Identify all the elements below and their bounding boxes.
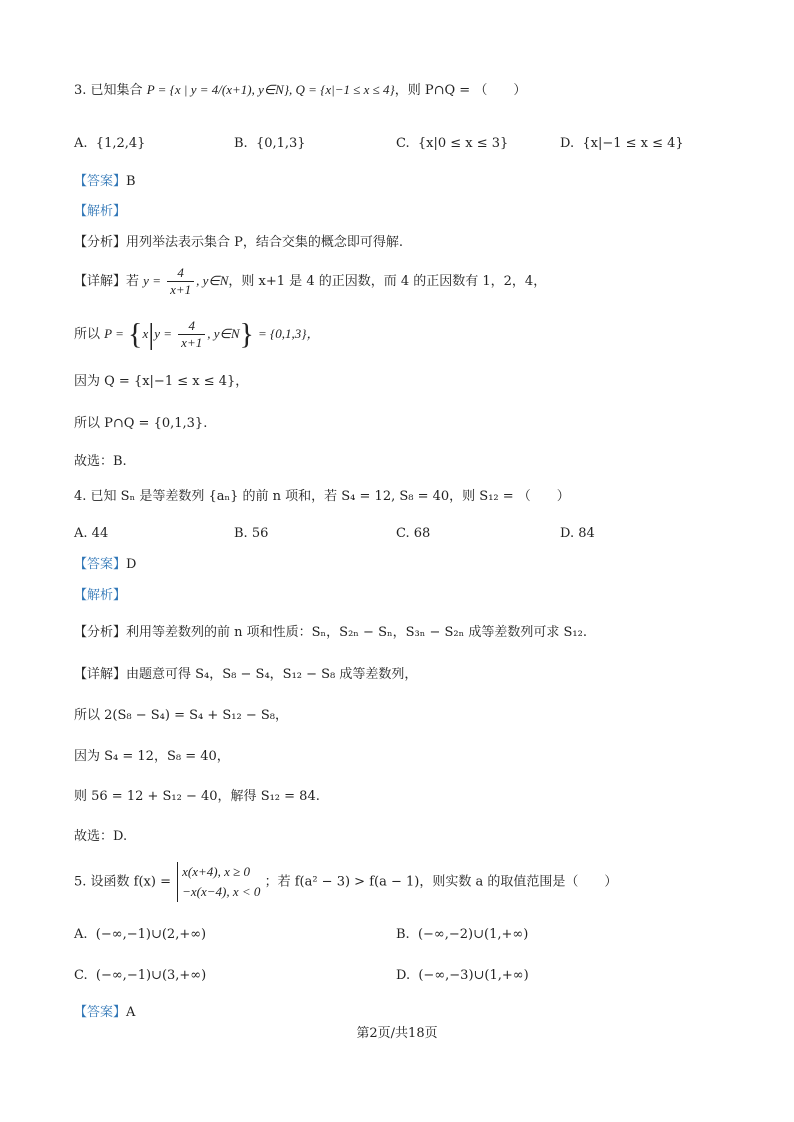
q5-option-a[interactable]: A. (−∞,−1)∪(2,+∞) (74, 927, 207, 942)
q5-option-c[interactable]: C. (−∞,−1)∪(3,+∞) (74, 968, 207, 983)
q3-option-d[interactable]: D. {x|−1 ≤ x ≤ 4} (560, 136, 684, 151)
q3-xiangjie: 【详解】若 y = $\frac{4}{x+1}$ , y∈N，则 x+1 是 4 的正因数，而 4 的正因数有 1，2，4， (74, 265, 547, 297)
q4-line2: 因为 S₄ = 12，S₈ = 40， (74, 749, 230, 764)
q4-option-c[interactable]: C. 68 (396, 526, 431, 541)
q4-stem: 4. 已知 Sₙ 是等差数列 {aₙ} 的前 n 项和，若 S₄ = 12, S₈ = 40，则 S₁₂ = （ ） (74, 489, 570, 504)
q3-choose: 故选：B. (74, 454, 127, 469)
q3-line-p: 所以 P = {x|y = $\frac{4}{x+1}$ , y∈N} = {0,1,3}， (74, 317, 320, 351)
q3-stem-prefix: 3. 已知集合 (74, 83, 143, 98)
q3-fenxi: 【分析】用列举法表示集合 P，结合交集的概念即可得解. (74, 235, 404, 250)
q5-option-b[interactable]: B. (−∞,−2)∪(1,+∞) (396, 927, 529, 942)
q3-line-q: 因为 Q = {x|−1 ≤ x ≤ 4}， (74, 374, 249, 389)
q4-line1: 所以 2(S₈ − S₄) = S₄ + S₁₂ − S₈， (74, 708, 288, 723)
q4-xiangjie: 【详解】由题意可得 S₄，S₈ − S₄，S₁₂ − S₈ 成等差数列， (74, 667, 418, 682)
q4-analysis-label: 【解析】 (74, 588, 127, 603)
q3-answer: 【答案】B (74, 174, 136, 189)
q3-set-q: , Q = {x|−1 ≤ x ≤ 4} (289, 82, 395, 97)
q4-line3: 则 56 = 12 + S₁₂ − 40，解得 S₁₂ = 84. (74, 789, 320, 804)
q4-answer: 【答案】D (74, 557, 137, 572)
q3-set-p: P = {x | y = 4/(x+1), y∈N} (146, 82, 290, 97)
q5-stem: 5. 设函数 f(x) = x(x+4), x ≥ 0 −x(x−4), x < 0 ；若 f(a² − 3) > f(a − 1)，则实数 a 的取值范围是（ ） (74, 862, 617, 902)
q5-option-d[interactable]: D. (−∞,−3)∪(1,+∞) (396, 968, 529, 983)
q4-option-a[interactable]: A. 44 (74, 526, 109, 541)
q3-stem (74, 80, 526, 101)
q4-option-d[interactable]: D. 84 (560, 526, 595, 541)
q3-option-a[interactable]: A. {1,2,4} (74, 136, 146, 151)
q4-choose: 故选：D. (74, 829, 128, 844)
q3-line-pq: 所以 P∩Q = {0,1,3}. (74, 416, 208, 431)
q3-stem-suffix: ，则 P∩Q = （ ） (394, 83, 527, 98)
fraction-4-over-x-plus-1: $\frac{4}{x+1}$ (167, 265, 194, 298)
page-footer: 第2页/共18页 (356, 1026, 438, 1041)
q3-analysis-label: 【解析】 (74, 204, 127, 219)
fraction-4-over-x-plus-1-b: $\frac{4}{x+1}$ (178, 318, 205, 351)
piecewise-cases: x(x+4), x ≥ 0 −x(x−4), x < 0 (177, 862, 260, 902)
q4-fenxi: 【分析】利用等差数列的前 n 项和性质：Sₙ，S₂ₙ − Sₙ，S₃ₙ − S₂ₙ 成等差数列可求 S₁₂. (74, 625, 587, 640)
q3-option-b[interactable]: B. {0,1,3} (234, 136, 306, 151)
q4-option-b[interactable]: B. 56 (234, 526, 269, 541)
q3-option-c[interactable]: C. {x|0 ≤ x ≤ 3} (396, 136, 509, 151)
q5-answer: 【答案】A (74, 1005, 136, 1020)
